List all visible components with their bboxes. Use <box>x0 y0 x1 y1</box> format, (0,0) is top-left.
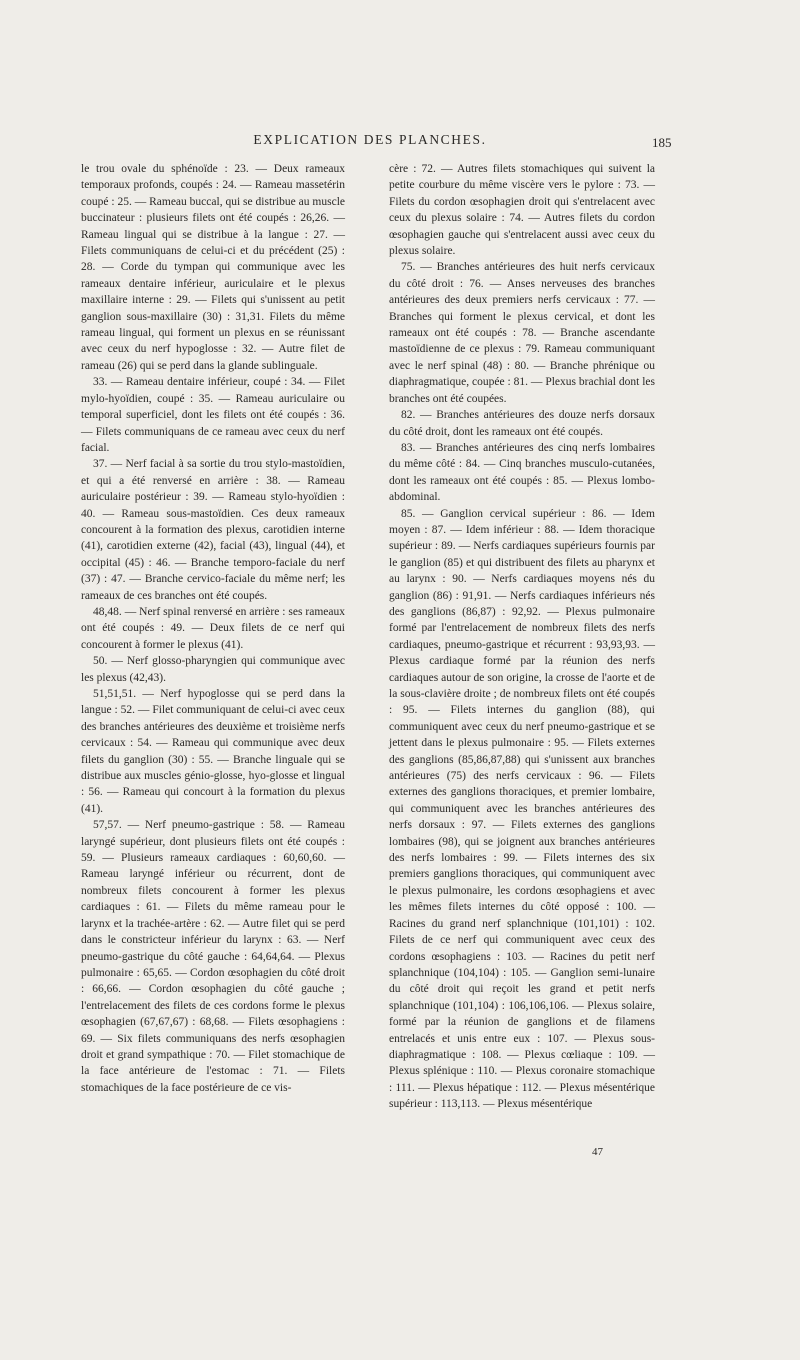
paragraph: le trou ovale du sphénoïde : 23. — Deux rameaux temporaux profonds, coupés : 24. — Rameau massetérin coupé : 25. — Rameau buccal, qui se distribue au muscle buccinateur : plusieurs filets ont été coupés : 26,26. — Rameau lingual qui se distribue à la langue : 27. — Filets communiquans de celui-ci et du précédent (25) : 28. — Corde du tympan qui communique avec les rameaux dentaire inférieur, auriculaire et le plexus maxillaire interne : 29. — Filets qui s'unissent au petit ganglion sous-maxillaire (30) : 31,31. Filets du même rameau lingual, qui forment un plexus en se réunissant avec ceux du nerf hypoglosse : 32. — Autre filet de rameau (26) qui se perd dans la glande sublinguale. <box>81 163 345 372</box>
paragraph: 83. — Branches antérieures des cinq nerfs lombaires du même côté : 84. — Cinq branches musculo-cutanées, dont les rameaux ont été coupés : 85. — Plexus lombo-abdominal. <box>389 441 655 504</box>
paragraph: 82. — Branches antérieures des douze nerfs dorsaux du côté droit, dont les rameaux ont été coupés. <box>389 409 655 438</box>
paragraph: 48,48. — Nerf spinal renversé en arrière : ses rameaux ont été coupés : 49. — Deux filets de ce nerf qui concourent à former le plexus (41). <box>81 605 345 651</box>
page-number: 185 <box>652 135 672 150</box>
signature-mark: 47 <box>592 1146 603 1158</box>
paragraph: 75. — Branches antérieures des huit nerfs cervicaux du côté droit : 76. — Anses nerveuses des branches antérieures des deux premiers nerfs cervicaux : 77. — Branches qui forment le plexus cervical, et dont les rameaux ont été coupés : 78. — Branche ascendante mastoïdienne de ce plexus : 79. Rameau communiquant avec le nerf spinal (48) : 80. — Branche phrénique ou diaphragmatique, coupée : 81. — Plexus brachial dont les branches ont été coupées. <box>389 261 655 405</box>
paragraph: 85. — Ganglion cervical supérieur : 86. — Idem moyen : 87. — Idem inférieur : 88. — Idem thoracique supérieur : 89. — Nerfs cardiaques supérieurs fournis par le ganglion (85) et qui distribuent des filets au pharynx et au larynx : 90. — Nerfs cardiaques moyens nés du ganglion (86) : 91,91. — Nerfs cardiaques inférieurs nés des ganglions (86,87) : 92,92. — Plexus pulmonaire formé par l'entrelacement de nombreux filets des nerfs cardiaques, pneumo-gastrique et récurrent : 93,93,93. — Plexus cardiaque formé par la réunion des nerfs cardiaques autour de son origine, la crosse de l'aorte et de la sous-clavière droite ; de nombreux filets ont été coupés : 95. — Filets internes du ganglion (88), qui communiquent avec ceux du nerf pneumo-gastrique et se jettent dans le plexus pulmonaire : 95. — Filets externes des ganglions (85,86,87,88) qui s'unissent aux branches antérieures (75) des nerfs cervicaux : 96. — Filets externes des ganglions thoraciques, et premier lombaire, qui communiquent avec les branches antérieures des nerfs dorsaux : 97. — Filets externes des ganglions lombaires (98), qui se joignent aux branches antérieures des nerfs lombaires : 99. — Filets internes des six premiers ganglions thoraciques, qui communiquent avec le plexus pulmonaire, les cordons œsophagiens et avec les mêmes filets internes du côté opposé : 100. — Racines du grand nerf splanchnique (101,101) : 102. Filets de ce nerf qui communiquent avec ceux des cordons œsophagiens : 103. — Racines du petit nerf splanchnique (104,104) : 105. — Ganglion semi-lunaire du côté droit qui reçoit les grand et petit nerfs splanchnique (101,104) : 106,106,106. — Plexus solaire, formé par la réunion de ganglions et de filamens entrelacés et unis entre eux : 107. — Plexus sous-diaphragmatique : 108. — Plexus cœliaque : 109. — Plexus splénique : 110. — Plexus coronaire stomachique : 111. — Plexus hépatique : 112. — Plexus mésentérique supérieur : 113,113. — Plexus mésentérique <box>389 507 655 1111</box>
left-column <box>81 161 345 1096</box>
paragraph: 57,57. — Nerf pneumo-gastrique : 58. — Rameau laryngé supérieur, dont plusieurs filets ont été coupés : 59. — Plusieurs rameaux cardiaques : 60,60,60. — Rameau laryngé inférieur ou récurrent, dont de nombreux filets concourent à former les plexus cardiaques : 61. — Filets du même rameau pour le larynx et la trachée-artère : 62. — Autre filet qui se perd dans le constricteur inférieur du larynx : 63. — Nerf pneumo-gastrique du côté gauche : 64,64,64. — Plexus pulmonaire : 65,65. — Cordon œsophagien du côté droit : 66,66. — Cordon œsophagien du côté gauche ; l'entrelacement des filets de ces cordons forme le plexus œsophagien (67,67,67) : 68,68. — Filets œsophagiens : 69. — Six filets communiquans des nerfs œsophagien droit et grand sympathique : 70. — Filet stomachique de la face antérieure de l'estomac : 71. — Filets stomachiques de la face postérieure de ce vis- <box>81 819 345 1094</box>
paragraph: 51,51,51. — Nerf hypoglosse qui se perd dans la langue : 52. — Filet communiquant de celui-ci avec ceux des branches antérieures des deuxième et troisième nerfs cervicaux : 54. — Rameau qui communique avec deux filets du ganglion (30) : 55. — Branche linguale qui se distribue aux muscles génio-glosse, hyo-glosse et lingual : 56. — Rameau qui concourt à la formation du plexus (41). <box>81 688 345 815</box>
paragraph: 33. — Rameau dentaire inférieur, coupé : 34. — Filet mylo-hyoïdien, coupé : 35. — Rameau auriculaire ou temporal superficiel, dont les filets ont été coupés : 36. — Filets communiquans de ce rameau avec ceux du nerf facial. <box>81 376 345 454</box>
paragraph: cère : 72. — Autres filets stomachiques qui suivent la petite courbure du même viscère vers le pylore : 73. — Filets du cordon œsophagien droit qui s'entrelacent avec ceux du plexus solaire : 74. — Autres filets du cordon œsophagien gauche qui s'entrelacent aussi avec ceux du plexus solaire. <box>389 163 655 258</box>
right-column <box>389 161 655 1113</box>
paragraph: 50. — Nerf glosso-pharyngien qui communique avec les plexus (42,43). <box>81 655 345 684</box>
running-header: EXPLICATION DES PLANCHES. <box>253 132 487 147</box>
paragraph: 37. — Nerf facial à sa sortie du trou stylo-mastoïdien, et qui a été renversé en arrière : 38. — Rameau auriculaire postérieur : 39. — Rameau stylo-hyoïdien : 40. — Rameau sous-mastoïdien. Ces deux rameaux concourent à la formation des plexus, carotidien interne (41), carotidien externe (42), facial (43), lingual (44), et occipital (45) : 46. — Branche temporo-faciale du nerf (37) : 47. — Branche cervico-faciale du même nerf; les rameaux de ces branches ont été coupés. <box>81 458 345 602</box>
